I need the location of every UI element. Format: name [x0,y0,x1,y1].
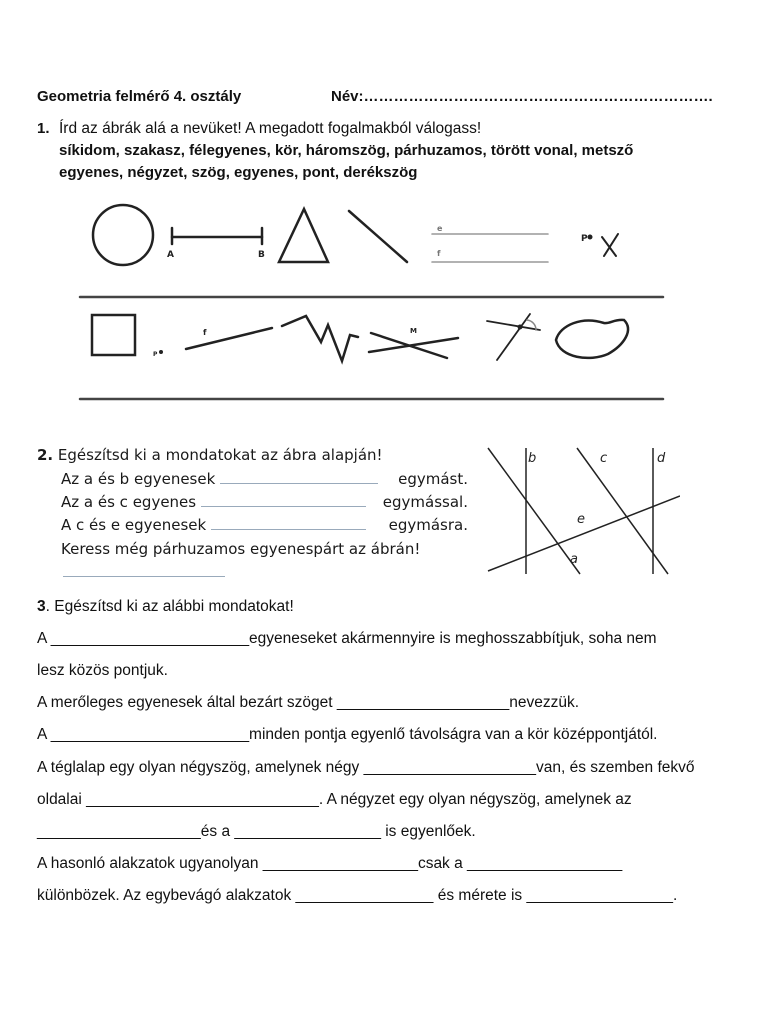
task3-line-6[interactable]: oldalai ___________________________. A négyzet egy olyan négyszög, amelynek az [37,791,632,808]
task2-blank-2[interactable] [201,494,366,507]
task2-answer-line[interactable] [63,576,225,577]
task3-line-3[interactable]: A merőleges egyenesek által bezárt szöget ____________________nevezzük. [37,694,580,711]
task3-instruction: . Egészítsd ki az alábbi mondatokat! [45,598,294,615]
line-cross-1 [488,448,580,574]
label-parallel-e: e [437,224,443,233]
label-crossing-m: M [410,327,417,335]
task2-line3-start: A c és e egyenesek [61,516,207,534]
task3-header [37,598,294,616]
circle-figure [93,205,153,265]
label-ray-p: P [153,351,158,358]
task2-blank-3[interactable] [211,517,366,530]
label-line-b: b [528,451,537,466]
task2-line2-end: egymással. [382,493,468,511]
task1-instruction: Írd az ábrák alá a nevüket! A megadott fogalmakból válogass! [59,120,482,137]
task2-line1 [61,470,468,488]
name-field: Név:……………………………………………………………. [331,88,713,105]
task2-line3-end: egymásra. [388,516,468,534]
task1-terms-line1: síkidom, szakasz, félegyenes, kör, háromszög, párhuzamos, törött vonal, metsző [59,142,634,159]
task3-line-4[interactable]: A _______________________minden pontja egyenlő távolságra van a kör középpontjától. [37,726,658,743]
label-segment-b: B [258,250,265,260]
task2-line-figure [480,440,680,580]
task2-line4: Keress még párhuzamos egyenespárt az ábrán! [61,540,421,558]
parallel-lines-figure [432,234,548,262]
ray-figure [186,328,272,349]
intersecting-line-2 [369,338,458,352]
label-line-c: c [600,451,608,466]
label-line-a: a [570,552,578,567]
task2-line3 [61,516,468,534]
line-a-e [488,496,680,571]
task3-line-8[interactable]: A hasonló alakzatok ugyanolyan __________________csak a __________________ [37,855,623,872]
task2-line1-start: Az a és b egyenesek [61,470,216,488]
task2-number: 2. [37,446,54,464]
task1-number: 1. [37,120,50,137]
task3-line-9[interactable]: különbözek. Az egybevágó alakzatok ________________ és mérete is _________________. [37,887,678,904]
task3-line-2: lesz közös pontjuk. [37,662,168,679]
task1-figures [0,190,768,415]
task2-line1-end: egymást. [398,470,468,488]
task2-line2-start: Az a és c egyenes [61,493,197,511]
worksheet-title: Geometria felmérő 4. osztály [37,88,242,105]
label-parallel-f: f [437,249,441,258]
task2-line2 [61,493,468,511]
label-segment-a: A [167,250,174,260]
task3-line-1[interactable]: A _______________________egyeneseket akármennyire is meghosszabbítjuk, soha nem [37,630,657,647]
angle-figure [487,314,540,360]
label-line-e: e [577,512,585,527]
square-figure [92,315,135,355]
point-figure [588,235,593,240]
task3-number: 3 [37,598,46,615]
task2-header [37,446,383,464]
irregular-shape-figure [556,320,628,358]
label-line-d: d [657,451,666,466]
task3-line-5[interactable]: A téglalap egy olyan négyszög, amelynek négy ____________________van, és szemben fekvő [37,759,695,776]
line-figure [349,211,407,262]
label-ray-f: f [203,328,207,337]
line-c [577,448,668,574]
task3-line-7[interactable]: ___________________és a _________________ is egyenlőek. [37,823,476,840]
label-point-p: P [581,234,588,244]
task1-terms-line2: egyenes, négyzet, szög, egyenes, pont, derékszög [59,164,418,181]
task2-blank-1[interactable] [220,471,378,484]
triangle-figure [279,209,328,262]
broken-line-figure [282,316,358,361]
task2-instruction: Egészítsd ki a mondatokat az ábra alapján! [57,446,383,464]
